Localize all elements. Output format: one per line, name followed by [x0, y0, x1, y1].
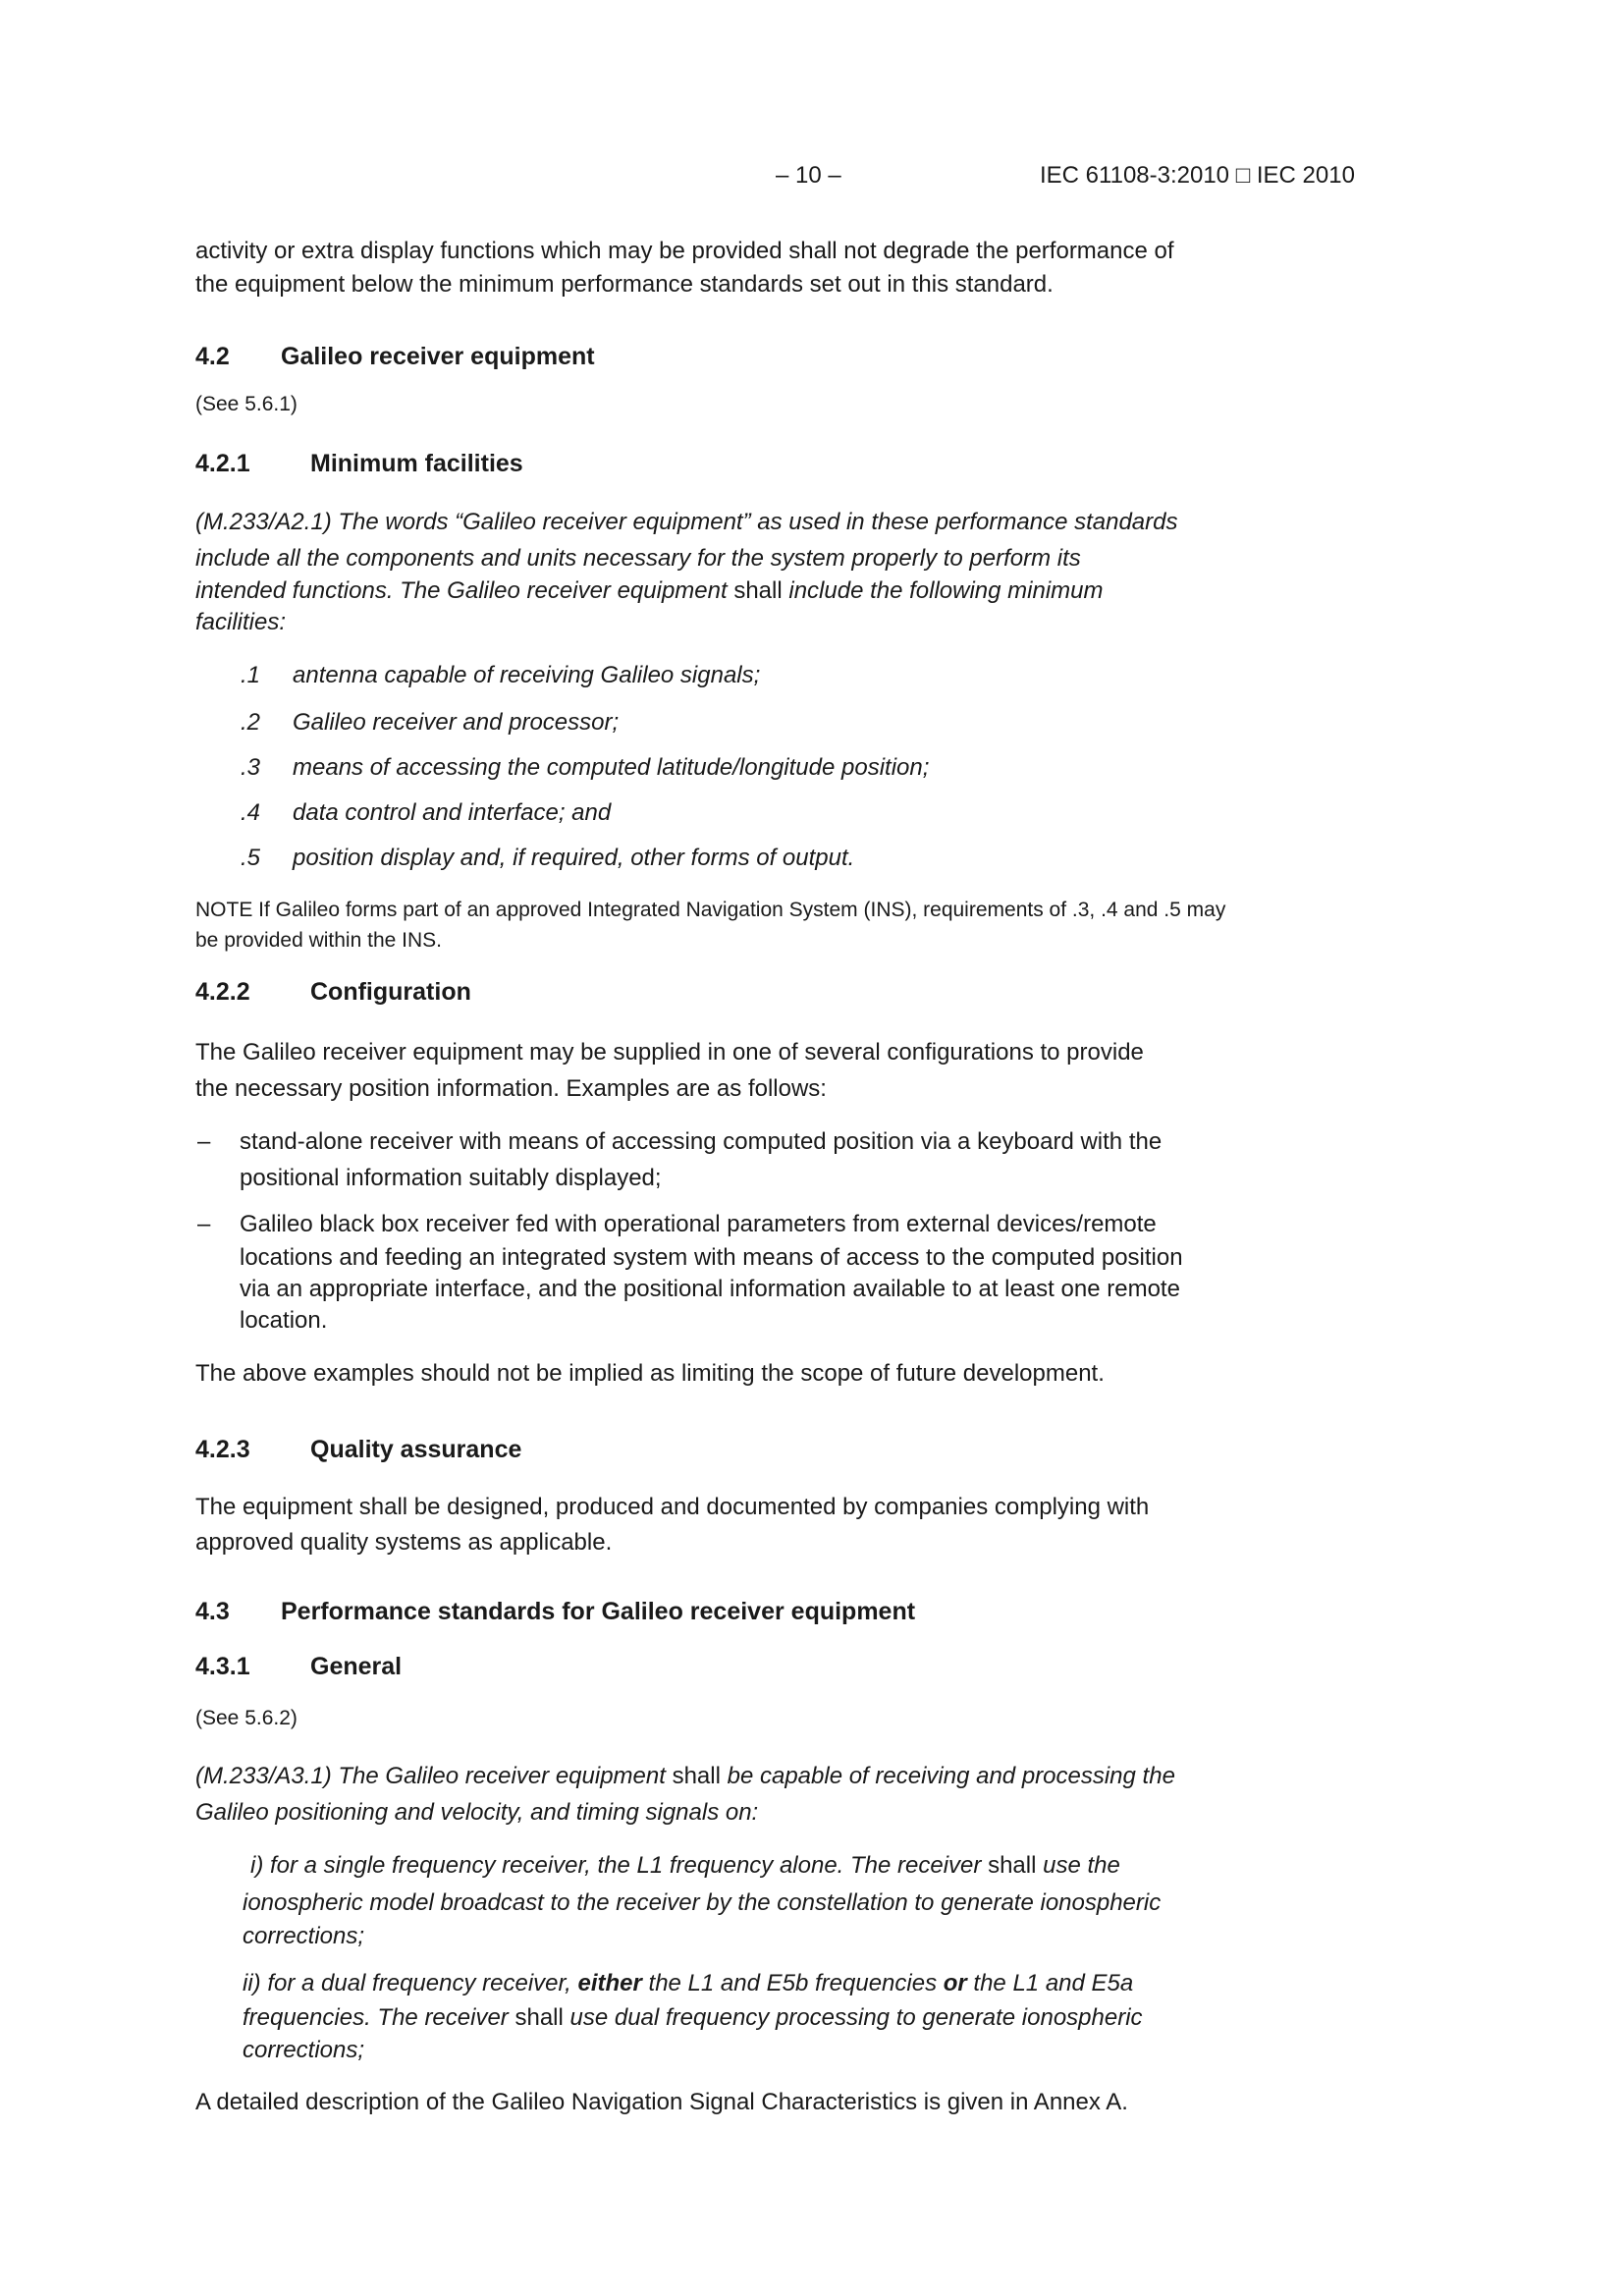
configuration-para-2: The above examples should not be implied as limiting the scope of future development. [195, 1360, 1105, 1387]
shall-keyword: shall [733, 577, 783, 604]
line-3-part-b: include the following minimum [782, 577, 1104, 604]
item-i-part-a: i) for a single frequency receiver, the L1 frequency alone. The receiver [250, 1852, 989, 1879]
item-ii-line-2 [243, 2000, 1143, 2036]
facility-item-number: .1 [241, 662, 261, 688]
facility-item-text: data control and interface; and [293, 799, 612, 826]
note-line-1: NOTE If Galileo forms part of an approved Integrated Navigation System (INS), requirements of .3, .4 and .5 may [195, 899, 1226, 921]
section-4-3-1-see: (See 5.6.2) [195, 1707, 298, 1729]
section-4-2-3-number: 4.2.3 [195, 1436, 250, 1463]
shall-keyword: shall [672, 1763, 721, 1789]
section-4-2-1-title: Minimum facilities [310, 450, 523, 477]
item-ii-part-a: ii) for a dual frequency receiver, [243, 1970, 578, 1996]
item-ii-part-c: the L1 and E5a [966, 1970, 1134, 1996]
requirement-a2-1-line-4: facilities: [195, 609, 287, 635]
section-4-2-1-number: 4.2.1 [195, 450, 250, 477]
facility-item-text: antenna capable of receiving Galileo signals; [293, 662, 761, 688]
line-1-part-b: be capable of receiving and processing the [720, 1763, 1175, 1789]
document-id: IEC 61108-3:2010 □ IEC 2010 [1040, 162, 1355, 189]
section-4-3-title: Performance standards for Galileo receiver equipment [281, 1598, 916, 1625]
requirement-a2-1-line-2: include all the components and units necessary for the system properly to perform its [195, 545, 1081, 572]
section-4-2-title: Galileo receiver equipment [281, 343, 595, 370]
bullet-2-line-3: via an appropriate interface, and the positional information available to at least one remote [240, 1276, 1180, 1302]
facility-item-text: position display and, if required, other forms of output. [293, 845, 855, 871]
item-ii-part-b: the L1 and E5b frequencies [641, 1970, 944, 1996]
bullet-2-line-4: location. [240, 1307, 328, 1334]
section-4-2-see: (See 5.6.1) [195, 393, 298, 415]
either-keyword: either [577, 1970, 642, 1996]
intro-line-1: activity or extra display functions which may be provided shall not degrade the performance of [195, 238, 1174, 264]
configuration-para-line-2: the necessary position information. Examples are as follows: [195, 1075, 827, 1102]
quality-line-2: approved quality systems as applicable. [195, 1529, 613, 1556]
facility-item-text: Galileo receiver and processor; [293, 709, 620, 736]
item-ii-line-2-part-a: frequencies. The receiver [243, 2004, 515, 2031]
quality-line-1: The equipment shall be designed, produced and documented by companies complying with [195, 1494, 1150, 1520]
item-ii-line-3: corrections; [243, 2037, 365, 2063]
line-3-part-a: intended functions. The Galileo receiver equipment [195, 577, 734, 604]
item-i-line-2: ionospheric model broadcast to the receiver by the constellation to generate ionospheric [243, 1889, 1162, 1916]
intro-line-2: the equipment below the minimum performance standards set out in this standard. [195, 271, 1054, 298]
section-4-2-3-title: Quality assurance [310, 1436, 522, 1463]
requirement-a3-1-line-1 [195, 1759, 1175, 1794]
item-i-line-3: corrections; [243, 1923, 365, 1949]
bullet-2-line-2: locations and feeding an integrated system with means of access to the computed position [240, 1244, 1183, 1271]
line-1-part-a: (M.233/A3.1) The Galileo receiver equipment [195, 1763, 673, 1789]
page-number: – 10 – [776, 162, 841, 189]
section-4-2-2-number: 4.2.2 [195, 978, 250, 1006]
bullet-1-line-2: positional information suitably displayed; [240, 1165, 662, 1191]
section-4-3-number: 4.3 [195, 1598, 230, 1625]
closing-paragraph: A detailed description of the Galileo Navigation Signal Characteristics is given in Annex A. [195, 2089, 1128, 2115]
facility-item-number: .2 [241, 709, 261, 736]
facility-item-text: means of accessing the computed latitude/longitude position; [293, 754, 930, 781]
note-line-2: be provided within the INS. [195, 929, 442, 952]
bullet-dash: – [197, 1211, 211, 1237]
shall-keyword: shall [514, 2004, 564, 2031]
configuration-para-line-1: The Galileo receiver equipment may be supplied in one of several configurations to provide [195, 1039, 1144, 1066]
item-i-part-b: use the [1036, 1852, 1120, 1879]
facility-item-number: .4 [241, 799, 261, 826]
section-4-2-2-title: Configuration [310, 978, 471, 1006]
section-4-3-1-title: General [310, 1653, 403, 1680]
facility-item-number: .5 [241, 845, 261, 871]
requirement-a2-1-line-3 [195, 574, 1104, 609]
requirement-a3-1-line-2: Galileo positioning and velocity, and timing signals on: [195, 1799, 759, 1826]
item-ii-line-2-part-b: use dual frequency processing to generate ionospheric [563, 2004, 1143, 2031]
bullet-2-line-1: Galileo black box receiver fed with operational parameters from external devices/remote [240, 1211, 1157, 1237]
item-ii-line-1 [243, 1966, 1133, 2001]
section-4-3-1-number: 4.3.1 [195, 1653, 250, 1680]
bullet-dash: – [197, 1128, 211, 1155]
item-i-line-1 [250, 1848, 1120, 1884]
bullet-1-line-1: stand-alone receiver with means of accessing computed position via a keyboard with the [240, 1128, 1163, 1155]
or-keyword: or [943, 1970, 967, 1996]
section-4-2-number: 4.2 [195, 343, 230, 370]
requirement-a2-1-line-1: (M.233/A2.1) The words “Galileo receiver equipment” as used in these performance standards [195, 509, 1178, 535]
facility-item-number: .3 [241, 754, 261, 781]
shall-keyword: shall [988, 1852, 1037, 1879]
